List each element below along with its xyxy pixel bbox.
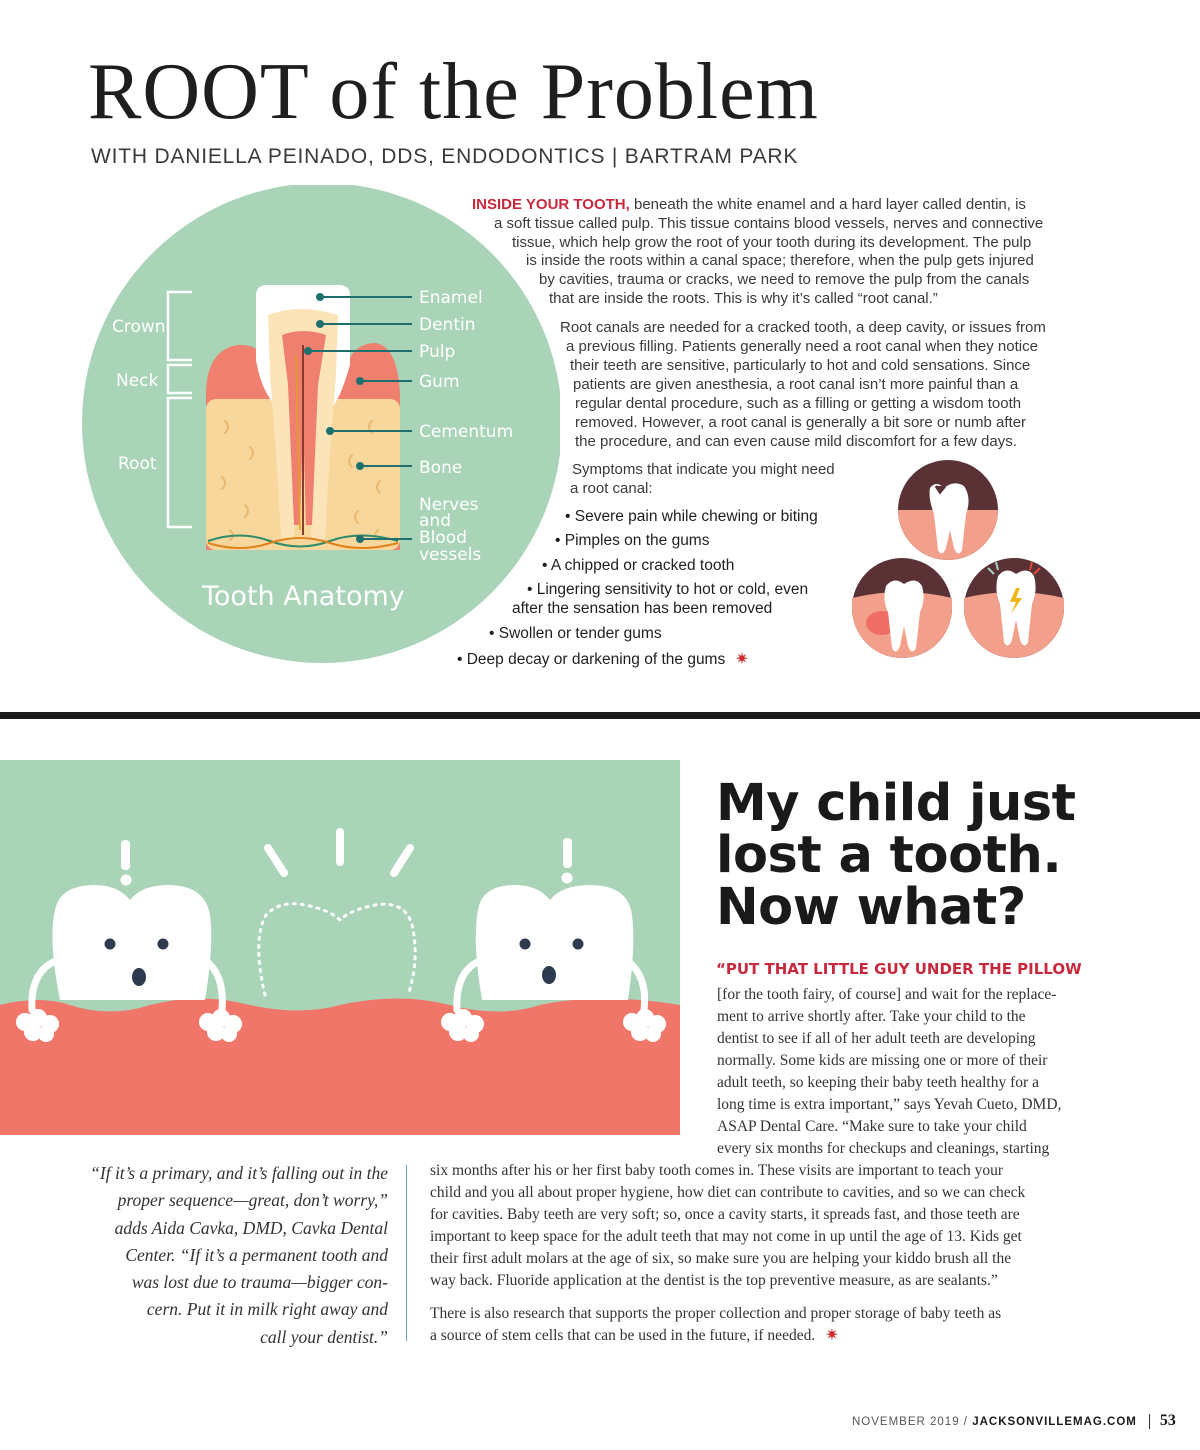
pull-quote-line: proper sequence—great, don’t worry,” [117,1190,388,1211]
end-mark-icon: ✷ [825,1327,839,1344]
pull-quote [40,1160,388,1351]
headline-line: My child just [716,774,1076,833]
label-nerves-4: vessels [419,545,482,565]
byline: WITH DANIELLA PEINADO, DDS, ENDODONTICS | BARTRAM PARK [91,145,799,168]
body-line: their first adult molars at the age of six, so make sure you are helping your kiddo brush all the [430,1250,1012,1267]
paragraph-line: regular dental procedure, such as a filling or getting a wisdom tooth [575,395,1022,412]
footer-site-link[interactable]: JACKSONVILLEMAG.COM [972,1416,1137,1428]
body-line: adult teeth, so keeping their baby teeth healthy for a [717,1074,1039,1091]
body-column [717,984,1061,1160]
body-line: dentist to see if all of her adult teeth are developing [717,1030,1036,1047]
intro-line: tissue, which help grow the root of your tooth during its development. The pulp [512,233,1032,251]
paragraph-line: their teeth are sensitive, particularly to hot and cold sensations. Since [570,357,1031,374]
paragraph-line: removed. However, a root canal is generally a bit sore or numb after [575,414,1027,431]
pull-quote-line: call your dentist.” [260,1326,388,1347]
intro-line: is inside the roots within a canal space; therefore, when the pulp gets injured [526,252,1034,270]
footer-date: NOVEMBER 2019 / [852,1416,973,1428]
body-line: ment to arrive shortly after. Take your child to the [717,1008,1026,1025]
intro-line: beneath the white enamel and a hard layer called dentin, is [629,196,1026,213]
root-canal-paragraph [560,318,1100,451]
symptom-item: • Swollen or tender gums [489,625,662,642]
body-wide [430,1160,1025,1292]
pull-quote-rule [406,1165,407,1341]
footer-divider [1149,1414,1150,1429]
symptom-teeth-illustration [850,458,1192,664]
page-number: 53 [1159,1412,1176,1429]
gum-band [0,999,680,1136]
intro-line: a soft tissue called pulp. This tissue contains blood vessels, nerves and connective [494,214,1044,232]
label-enamel: Enamel [419,288,483,308]
label-neck: Neck [116,371,159,391]
body-line: long time is extra important,” says Yevah Cueto, DMD, [717,1096,1062,1113]
lost-tooth-illustration [0,760,680,1135]
symptoms-intro-line: Symptoms that indicate you might need [572,461,835,478]
body-line: There is also research that supports the proper collection and proper storage of baby teeth as [430,1305,1002,1322]
page-footer [852,1412,1176,1430]
body-line: every six months for checkups and cleanings, starting [717,1140,1050,1157]
section-divider [0,712,1200,719]
paragraph-line: Root canals are needed for a cracked tooth, a deep cavity, or issues from [560,319,1046,336]
label-bone: Bone [419,458,463,478]
body-line: way back. Fluoride application at the dentist is the top preventive measure, as are sealants.” [430,1272,998,1289]
body-line: child and you all about proper hygiene, how diet can contribute to cavities, and so we can check [430,1184,1026,1201]
label-dentin: Dentin [419,315,476,335]
body-line-text: a source of stem cells that can be used in the future, if needed. [430,1327,816,1344]
symptom-item: • Pimples on the gums [555,532,710,549]
pull-quote-line: Center. “If it’s a permanent tooth and [125,1244,388,1265]
paragraph-line: the procedure, and can even cause mild discomfort for a few days. [575,433,1017,450]
label-nerves-1: Nerves [419,495,479,515]
symptom-item-last [457,650,749,669]
label-crown: Crown [112,317,166,337]
intro-line: by cavities, trauma or cracks, we need to remove the pulp from the canals [539,271,1030,289]
paragraph-line: a previous filling. Patients generally need a root canal when they notice [566,338,1038,355]
section-lead: “PUT THAT LITTLE GUY UNDER THE PILLOW [716,960,1082,978]
symptom-item-text: • Deep decay or darkening of the gums [457,651,726,668]
intro-paragraph [472,196,1082,309]
article-title: ROOT of the Problem [88,48,819,136]
end-mark-icon: ✷ [735,651,749,668]
body-line: six months after his or her first baby tooth comes in. These visits are important to teach your [430,1162,1004,1179]
headline-line: Now what? [716,878,1026,937]
label-gum: Gum [419,372,460,392]
symptom-item: • Severe pain while chewing or biting [565,508,818,525]
symptom-item-continued: after the sensation has been removed [512,600,773,617]
body-line: for cavities. Baby teeth are very soft; so, once a cavity starts, it spreads fast, and those teeth are [430,1206,1020,1223]
body-line-last [430,1325,1001,1347]
symptom-item: • Lingering sensitivity to hot or cold, even [527,581,809,598]
intro-lead: INSIDE YOUR TOOTH, [472,196,630,213]
pull-quote-line: adds Aida Cavka, DMD, Cavka Dental [114,1217,388,1238]
pull-quote-line: was lost due to trauma—bigger con- [131,1272,388,1293]
label-root: Root [118,454,157,474]
label-pulp: Pulp [419,342,456,362]
body-line: ASAP Dental Care. “Make sure to take your child [717,1118,1027,1135]
paragraph-line: patients are given anesthesia, a root canal isn’t more painful than a [573,376,1019,393]
intro-line: that are inside the roots. This is why it’s called “root canal.” [549,289,938,307]
body-line: important to keep space for the adult teeth that may not come in up until the age of 13. Kids get [430,1228,1022,1245]
pull-quote-line: “If it’s a primary, and it’s falling out in the [90,1163,388,1183]
body-line: [for the tooth fairy, of course] and wait for the replace- [717,986,1057,1003]
label-nerves-2: and [419,511,451,531]
section-headline [716,774,1186,937]
label-nerves-3: Blood [419,528,467,548]
body-line: normally. Some kids are missing one or more of their [717,1052,1048,1069]
diagram-caption: Tooth Anatomy [202,581,405,612]
symptoms-intro-line: a root canal: [570,480,653,497]
label-cementum: Cementum [419,422,514,442]
symptom-item: • A chipped or cracked tooth [542,557,735,574]
pull-quote-line: cern. Put it in milk right away and [146,1299,388,1320]
headline-line: lost a tooth. [716,826,1062,885]
symptoms-intro [572,460,835,498]
closing-paragraph [430,1303,1001,1347]
